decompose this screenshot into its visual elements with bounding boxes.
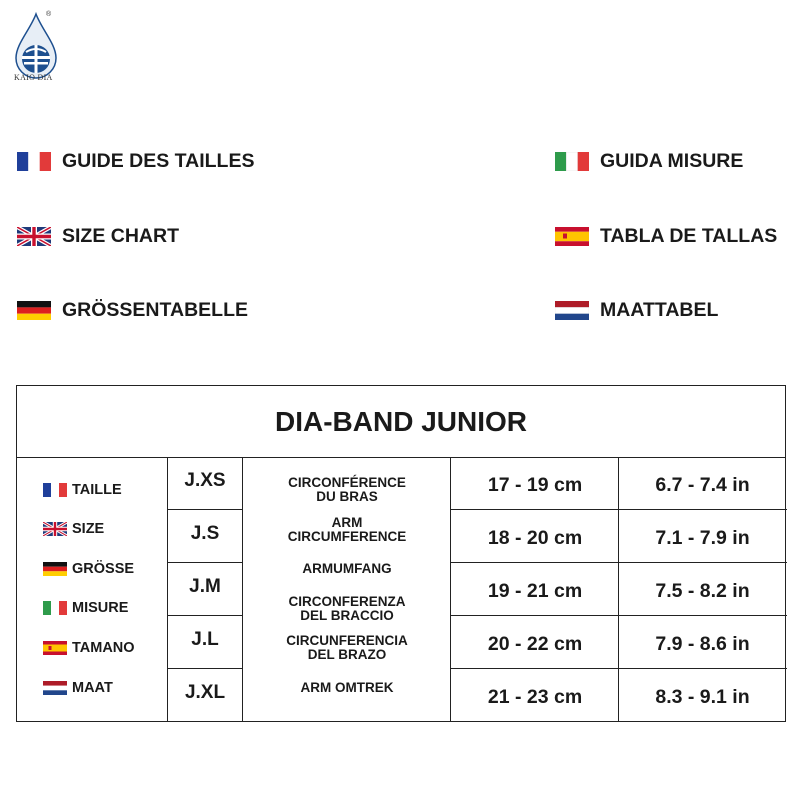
size-label-it-text: MISURE — [72, 600, 129, 616]
measurement-en-line2: CIRCUMFERENCE — [287, 529, 407, 544]
size-label-en — [43, 519, 104, 539]
measurement-de — [243, 562, 451, 576]
measurement-nl — [243, 681, 451, 695]
row-divider — [450, 509, 787, 510]
heading-es — [555, 223, 777, 249]
measurement-es-line1: CIRCUNFERENCIA — [286, 633, 408, 648]
size-label-en-text: SIZE — [72, 521, 105, 537]
size-label-it — [43, 598, 128, 618]
size-name: J.M — [189, 576, 221, 597]
france-flag-icon — [17, 152, 51, 171]
heading-en-label: SIZE CHART — [62, 224, 179, 247]
uk-flag-icon — [17, 227, 51, 246]
measurement-es — [243, 634, 451, 662]
size-label-fr — [43, 480, 122, 500]
heading-it-label: GUIDA MISURE — [600, 149, 744, 172]
germany-flag-icon — [43, 562, 67, 576]
measurement-en — [243, 516, 451, 544]
size-name: J.L — [191, 629, 219, 650]
row-divider — [450, 615, 787, 616]
netherlands-flag-icon — [43, 681, 67, 695]
size-label-es-text: TAMANO — [72, 640, 135, 656]
measurement-en-line1: ARM — [331, 515, 363, 530]
size-label-es — [43, 638, 135, 658]
spain-flag-icon — [43, 641, 67, 655]
heading-nl — [555, 297, 718, 323]
size-name: J.XS — [184, 470, 226, 491]
measurement-es-line2: DEL BRAZO — [307, 647, 387, 662]
heading-es-label: TABLA DE TALLAS — [600, 224, 778, 247]
size-label-de — [43, 559, 134, 579]
heading-it — [555, 148, 743, 174]
size-label-fr-text: TAILLE — [72, 482, 122, 498]
spain-flag-icon — [555, 227, 589, 246]
netherlands-flag-icon — [555, 301, 589, 320]
size-label-nl — [43, 678, 113, 698]
germany-flag-icon — [17, 301, 51, 320]
measurement-fr-line1: CIRCONFÉRENCE — [288, 475, 406, 490]
row-divider — [167, 509, 242, 510]
heading-nl-label: MAATTABEL — [600, 298, 719, 321]
inch-value: 7.1 - 7.9 in — [655, 527, 750, 549]
inch-value: 7.5 - 8.2 in — [655, 580, 750, 602]
measurement-de-line1: ARMUMFANG — [302, 561, 392, 576]
row-divider — [167, 615, 242, 616]
row-divider — [450, 668, 787, 669]
table-title: DIA-BAND JUNIOR — [17, 386, 785, 458]
measurement-nl-line1: ARM OMTREK — [300, 680, 394, 695]
heading-en — [17, 223, 179, 249]
cm-value: 20 - 22 cm — [487, 633, 583, 655]
size-label-de-text: GRÖSSE — [72, 561, 135, 577]
measurement-fr-line2: DU BRAS — [316, 489, 378, 504]
heading-de-label: GRÖSSENTABELLE — [62, 298, 248, 321]
italy-flag-icon — [43, 601, 67, 615]
measurement-fr — [243, 476, 451, 504]
row-divider — [450, 562, 787, 563]
size-name: J.S — [190, 523, 220, 544]
france-flag-icon — [43, 483, 67, 497]
uk-flag-icon — [43, 522, 67, 536]
registered-mark: ® — [46, 11, 52, 18]
inch-value: 8.3 - 9.1 in — [655, 686, 750, 708]
measurement-it — [243, 595, 451, 623]
cm-value: 21 - 23 cm — [487, 686, 583, 708]
cm-value: 17 - 19 cm — [487, 474, 583, 496]
inch-value: 7.9 - 8.6 in — [655, 633, 750, 655]
italy-flag-icon — [555, 152, 589, 171]
brand-name: KAIO DIA — [14, 73, 53, 82]
heading-fr-label: GUIDE DES TAILLES — [62, 149, 255, 172]
size-table — [16, 385, 786, 722]
size-label-nl-text: MAAT — [72, 680, 113, 696]
cm-value: 19 - 21 cm — [487, 580, 583, 602]
cm-value: 18 - 20 cm — [487, 527, 583, 549]
heading-de — [17, 297, 248, 323]
measurement-it-line1: CIRCONFERENZA — [288, 594, 406, 609]
measurement-it-line2: DEL BRACCIO — [300, 608, 394, 623]
row-divider — [167, 668, 242, 669]
heading-fr — [17, 148, 255, 174]
inch-value: 6.7 - 7.4 in — [655, 474, 750, 496]
size-name: J.XL — [184, 682, 226, 703]
row-divider — [167, 562, 242, 563]
